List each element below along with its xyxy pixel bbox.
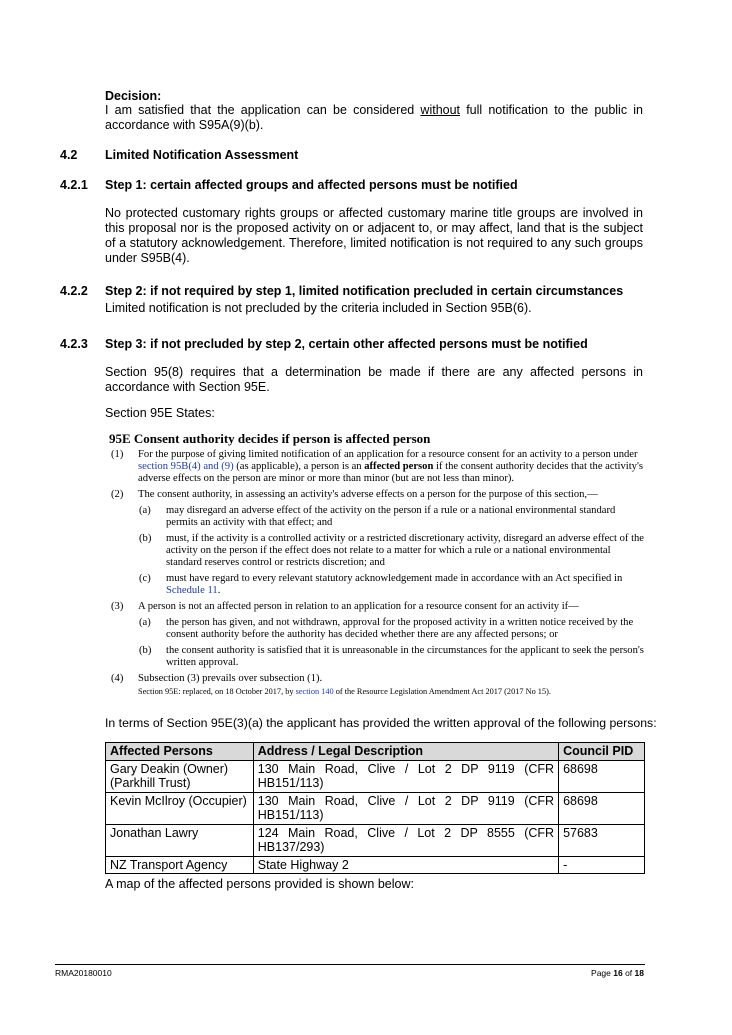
- amendment-note: Section 95E: replaced, on 18 October 2017, by section 140 of the Resource Legislation Amendment Act 2017 (2017 No 15).: [138, 687, 551, 696]
- affected-person-cell: Kevin McIlroy (Occupier): [106, 792, 254, 824]
- clause-3-text: A person is not an affected person in relation to an application for a resource consent for an activity if—: [138, 601, 579, 612]
- column-header: Council PID: [559, 743, 645, 761]
- schedule-11-link[interactable]: Schedule 11: [166, 585, 218, 596]
- section-number: 4.2.3: [60, 337, 88, 351]
- section-body: Section 95(8) requires that a determination be made if there are any affected persons in accordance with Section 95E.: [105, 365, 643, 394]
- decision-underlined: without: [420, 103, 461, 117]
- table-row: [106, 824, 645, 856]
- section-body: Limited notification is not precluded by the criteria included in Section 95B(6).: [105, 301, 532, 315]
- pid-cell: -: [559, 856, 645, 874]
- pid-cell: 57683: [559, 824, 645, 856]
- address-cell: 124 Main Road, Clive / Lot 2 DP 8555 (CFR HB137/293): [253, 824, 558, 856]
- footer-rule: [55, 964, 645, 965]
- legislation-heading: 95E Consent authority decides if person is affected person: [109, 431, 431, 446]
- clause-2b-line: activity on the person if the effect does not relate to a matter for which a rule or a national environmental: [166, 545, 611, 556]
- section-heading: Limited Notification Assessment: [105, 148, 299, 162]
- pid-cell: 68698: [559, 792, 645, 824]
- address-cell: 130 Main Road, Clive / Lot 2 DP 9119 (CFR HB151/113): [253, 792, 558, 824]
- subclause-letter: (b): [139, 645, 152, 656]
- clause-1-line: adverse effects on the person are minor or more than minor (but are not less than minor).: [138, 473, 515, 484]
- clause-number: (1): [111, 449, 124, 460]
- address-cell: State Highway 2: [253, 856, 558, 874]
- map-intro: A map of the affected persons provided is shown below:: [105, 877, 414, 891]
- clause-2c-line: Schedule 11.: [166, 585, 221, 596]
- pid-cell: 68698: [559, 760, 645, 792]
- section-heading: Step 2: if not required by step 1, limited notification precluded in certain circumstances: [105, 284, 624, 298]
- clause-2-text: The consent authority, in assessing an activity's adverse effects on a person for the purpose of this section,—: [138, 489, 598, 500]
- affected-person-cell: Jonathan Lawry: [106, 824, 254, 856]
- affected-person-cell: Gary Deakin (Owner) (Parkhill Trust): [106, 760, 254, 792]
- subclause-letter: (b): [139, 533, 152, 544]
- clause-3a-line: consent authority before the authority has decided whether there are any affected persons; or: [166, 629, 558, 640]
- section-body: No protected customary rights groups or affected customary marine title groups are involved in this proposal nor is the proposed activity on or adjacent to, or may affect, land that is the subject of a statutory acknowledgement. Therefore, limited notification is not required to any such groups under S95B(4).: [105, 206, 643, 265]
- section-heading: Step 1: certain affected groups and affected persons must be notified: [105, 178, 518, 192]
- subclause-letter: (a): [139, 617, 151, 628]
- table-row: [106, 760, 645, 792]
- footer-reference: RMA20180010: [55, 968, 112, 978]
- clause-2a-line: may disregard an adverse effect of the activity on the person if a rule or a national environmental standard: [166, 505, 616, 516]
- decision-title: Decision:: [105, 89, 162, 103]
- clause-3a-line: the person has given, and not withdrawn, approval for the proposed activity in a written notice received by the: [166, 617, 634, 628]
- table-row: [106, 856, 645, 874]
- table-header-row: [106, 743, 645, 761]
- clause-1-line: For the purpose of giving limited notification of an application for a resource consent for an activity to a person under: [138, 449, 638, 460]
- section-heading: Step 3: if not precluded by step 2, certain other affected persons must be notified: [105, 337, 588, 351]
- clause-2b-line: must, if the activity is a controlled activity or a restricted discretionary activity, disregard an adverse effect of the: [166, 533, 645, 544]
- affected-person-cell: NZ Transport Agency: [106, 856, 254, 874]
- clause-number: (3): [111, 601, 124, 612]
- subclause-letter: (a): [139, 505, 151, 516]
- clause-2b-line: standard reserves control or restricts discretion; and: [166, 557, 385, 568]
- clause-3b-line: the consent authority is satisfied that it is unreasonable in the circumstances for the applicant to seek the person's: [166, 645, 644, 656]
- table-intro: In terms of Section 95E(3)(a) the applicant has provided the written approval of the following persons:: [105, 716, 657, 730]
- section-number: 4.2: [60, 148, 78, 162]
- address-cell: 130 Main Road, Clive / Lot 2 DP 9119 (CFR HB151/113): [253, 760, 558, 792]
- page-number: Page 16 of 18: [591, 968, 644, 978]
- section-number: 4.2.2: [60, 284, 88, 298]
- clause-number: (2): [111, 489, 124, 500]
- affected-persons-table: [105, 742, 645, 874]
- section-140-link[interactable]: section 140: [295, 687, 334, 696]
- section-95b-link[interactable]: section 95B(4) and (9): [138, 461, 234, 472]
- column-header: Affected Persons: [106, 743, 254, 761]
- subclause-letter: (c): [139, 573, 151, 584]
- clause-3b-line: written approval.: [166, 657, 239, 668]
- clause-2a-line: permits an activity with that effect; and: [166, 517, 333, 528]
- clause-1-line: section 95B(4) and (9) (as applicable), a person is an affected person if the consent authority decides that the activity's: [138, 461, 643, 472]
- section-number: 4.2.1: [60, 178, 88, 192]
- section-95e-intro: Section 95E States:: [105, 406, 215, 420]
- clause-4-text: Subsection (3) prevails over subsection (1).: [138, 673, 323, 684]
- clause-2c-line: must have regard to every relevant statutory acknowledgement made in accordance with an Act specified in: [166, 573, 623, 584]
- clause-number: (4): [111, 673, 124, 684]
- decision-text: I am satisfied that the application can be considered without full notification to the public in accordance with S95A(9)(b).: [105, 103, 643, 132]
- column-header: Address / Legal Description: [253, 743, 558, 761]
- table-row: [106, 792, 645, 824]
